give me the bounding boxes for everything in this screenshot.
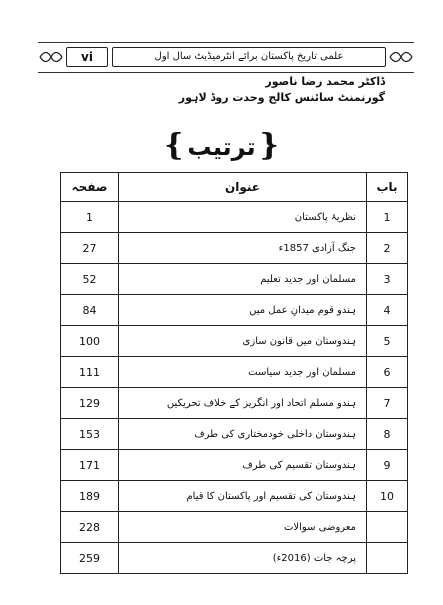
row-page: 129	[61, 388, 119, 419]
table-row	[61, 481, 408, 512]
row-chapter: 6	[367, 357, 408, 388]
running-title: علمی تاریخ پاکستان برائے انٹرمیڈیٹ سال اول	[154, 51, 344, 62]
running-title-box	[112, 47, 386, 67]
brace-open: {	[164, 128, 184, 163]
row-chapter: 7	[367, 388, 408, 419]
row-chapter: 5	[367, 326, 408, 357]
row-title: جنگ آزادی 1857ء	[119, 233, 367, 264]
row-page: 228	[61, 512, 119, 543]
table-row	[61, 233, 408, 264]
row-page: 1	[61, 202, 119, 233]
row-title: ہندوستان کی تقسیم اور پاکستان کا قیام	[119, 481, 367, 512]
row-page: 100	[61, 326, 119, 357]
row-page: 52	[61, 264, 119, 295]
contents-heading	[0, 128, 443, 163]
row-chapter	[367, 543, 408, 574]
table-row	[61, 419, 408, 450]
table-row	[61, 357, 408, 388]
row-chapter: 10	[367, 481, 408, 512]
contents-heading-text: ترتیب	[187, 133, 256, 161]
row-chapter: 1	[367, 202, 408, 233]
table-row	[61, 450, 408, 481]
page-number: vi	[81, 50, 93, 64]
row-page: 189	[61, 481, 119, 512]
table-header-row	[61, 173, 408, 202]
table-row	[61, 295, 408, 326]
row-chapter: 9	[367, 450, 408, 481]
row-chapter: 4	[367, 295, 408, 326]
table-row	[61, 543, 408, 574]
row-title: ہندوستان میں قانون سازی	[119, 326, 367, 357]
row-page: 111	[61, 357, 119, 388]
row-title: ہندوستان داخلی خودمختاری کی طرف	[119, 419, 367, 450]
row-page: 153	[61, 419, 119, 450]
row-page: 27	[61, 233, 119, 264]
row-chapter	[367, 512, 408, 543]
ornament-icon	[388, 50, 414, 64]
row-page: 259	[61, 543, 119, 574]
column-header-page: صفحہ	[61, 173, 119, 202]
author-institution: گورنمنٹ سائنس کالج وحدت روڈ لاہور	[178, 91, 385, 104]
author-name: ڈاکٹر محمد رضا ناصور	[265, 75, 385, 88]
row-title: مسلمان اور جدید تعلیم	[119, 264, 367, 295]
row-chapter: 3	[367, 264, 408, 295]
header-rule-bottom	[38, 72, 414, 73]
row-title: پرچہ جات (2016ء)	[119, 543, 367, 574]
table-row	[61, 264, 408, 295]
row-chapter: 2	[367, 233, 408, 264]
row-title: ہندو مسلم اتحاد اور انگریز کے خلاف تحریکیں	[119, 388, 367, 419]
page-number-box	[66, 47, 108, 67]
running-header	[38, 42, 414, 72]
column-header-chapter: باب	[367, 173, 408, 202]
row-title: ہندوستان تقسیم کی طرف	[119, 450, 367, 481]
table-row	[61, 202, 408, 233]
ornament-icon	[38, 50, 64, 64]
row-page: 84	[61, 295, 119, 326]
table-row	[61, 326, 408, 357]
row-page: 171	[61, 450, 119, 481]
brace-close: }	[259, 128, 279, 163]
contents-table	[60, 172, 408, 574]
row-title: معروضی سوالات	[119, 512, 367, 543]
row-title: نظریۂ پاکستان	[119, 202, 367, 233]
row-title: مسلمان اور جدید سیاست	[119, 357, 367, 388]
row-title: ہندو قوم میدانِ عمل میں	[119, 295, 367, 326]
row-chapter: 8	[367, 419, 408, 450]
table-row	[61, 388, 408, 419]
column-header-title: عنوان	[119, 173, 367, 202]
table-row	[61, 512, 408, 543]
